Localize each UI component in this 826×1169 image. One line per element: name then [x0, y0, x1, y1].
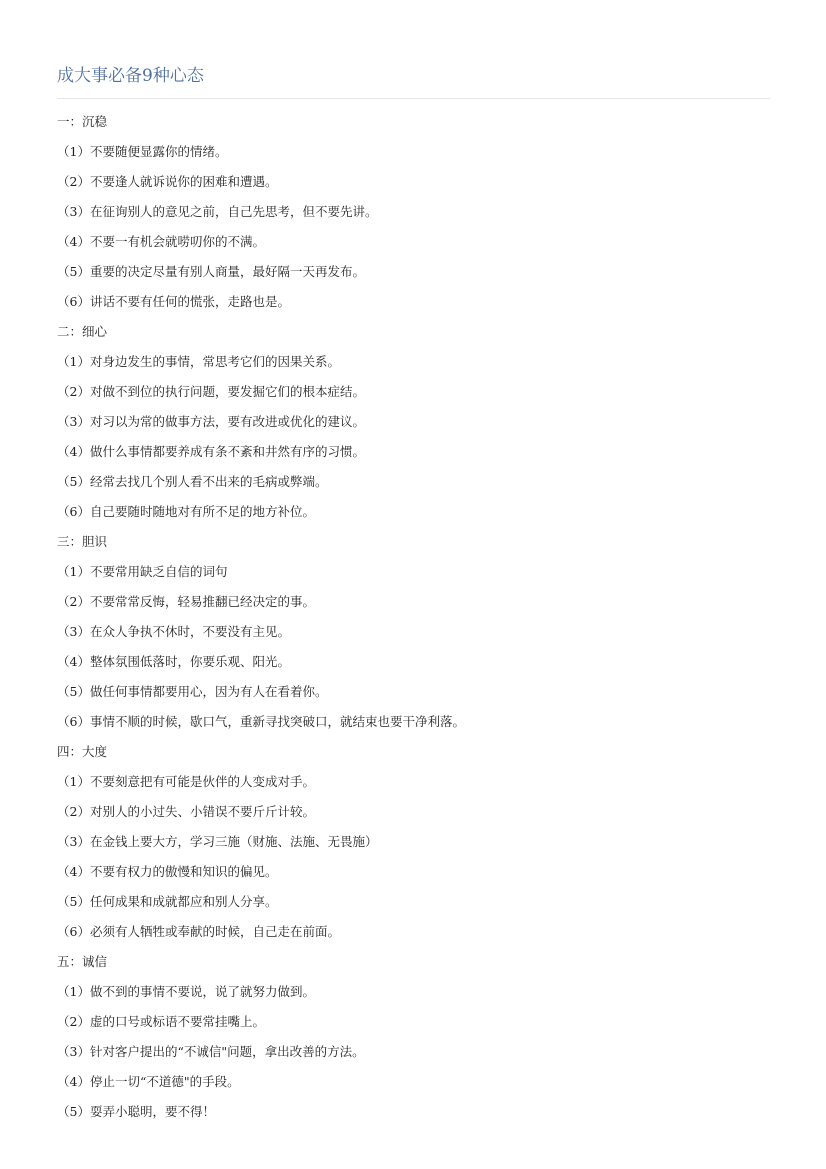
section-heading: 四：大度 — [57, 744, 108, 759]
list-item: （4）停止一切“不道德"的手段。 — [57, 1074, 240, 1089]
article-body — [57, 111, 770, 1131]
section-heading: 三：胆识 — [57, 534, 108, 549]
list-item: （2）对别人的小过失、小错误不要斤斤计较。 — [57, 804, 315, 819]
section-heading: 二：细心 — [57, 324, 108, 339]
list-item: （4）不要有权力的傲慢和知识的偏见。 — [57, 864, 278, 879]
list-item: （5）做任何事情都要用心，因为有人在看着你。 — [57, 684, 328, 699]
list-item: （4）做什么事情都要养成有条不紊和井然有序的习惯。 — [57, 444, 365, 459]
list-item: （2）虚的口号或标语不要常挂嘴上。 — [57, 1014, 265, 1029]
list-item: （3）在众人争执不休时，不要没有主见。 — [57, 624, 290, 639]
list-item: （4）不要一有机会就唠叨你的不满。 — [57, 234, 265, 249]
list-item: （4）整体氛围低落时，你要乐观、阳光。 — [57, 654, 290, 669]
list-item: （5）经常去找几个别人看不出来的毛病或弊端。 — [57, 474, 328, 489]
section-heading: 五：诚信 — [57, 954, 108, 969]
list-item: （5）重要的决定尽量有别人商量，最好隔一天再发布。 — [57, 264, 365, 279]
list-item: （6）事情不顺的时候，歇口气，重新寻找突破口，就结束也要干净利落。 — [57, 714, 465, 729]
list-item: （3）对习以为常的做事方法，要有改进或优化的建议。 — [57, 414, 365, 429]
list-item: （2）对做不到位的执行问题，要发掘它们的根本症结。 — [57, 384, 365, 399]
list-item: （3）在征询别人的意见之前，自己先思考，但不要先讲。 — [57, 204, 378, 219]
title-divider — [57, 98, 770, 99]
list-item: （6）自己要随时随地对有所不足的地方补位。 — [57, 504, 315, 519]
page-title: 成大事必备9种心态 — [57, 66, 204, 86]
list-item: （5）耍弄小聪明，要不得！ — [57, 1104, 215, 1119]
list-item: （2）不要逢人就诉说你的困难和遭遇。 — [57, 174, 278, 189]
list-item: （1）不要刻意把有可能是伙伴的人变成对手。 — [57, 774, 315, 789]
section-heading: 一：沉稳 — [57, 114, 108, 129]
list-item: （3）在金钱上要大方，学习三施（财施、法施、无畏施） — [57, 834, 378, 849]
list-item: （1）做不到的事情不要说，说了就努力做到。 — [57, 984, 315, 999]
list-item: （1）对身边发生的事情，常思考它们的因果关系。 — [57, 354, 340, 369]
list-item: （1）不要常用缺乏自信的词句 — [57, 564, 228, 579]
list-item: （3）针对客户提出的“不诚信"问题，拿出改善的方法。 — [57, 1044, 365, 1059]
list-item: （5）任何成果和成就都应和别人分享。 — [57, 894, 278, 909]
list-item: （1）不要随便显露你的情绪。 — [57, 144, 228, 159]
list-item: （2）不要常常反悔，轻易推翻已经决定的事。 — [57, 594, 315, 609]
list-item: （6）必须有人牺牲或奉献的时候，自己走在前面。 — [57, 924, 340, 939]
list-item: （6）讲话不要有任何的慌张，走路也是。 — [57, 294, 290, 309]
